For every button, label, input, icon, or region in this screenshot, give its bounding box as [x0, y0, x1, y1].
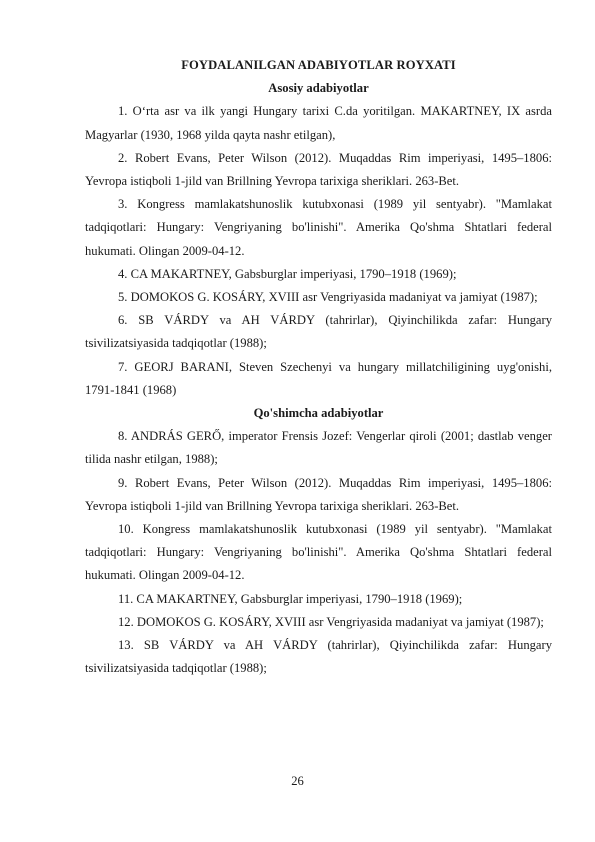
- bibliography-entry-10: 10. Kongress mamlakatshunoslik kutubxonasi (1989 yil sentyabr). "Mamlakat tadqiqotlari: Hungary: Vengriyaning bo'linishi". Amerika Qo'shma Shtatlari federal hukumati. Olingan 2009-04-12.: [85, 522, 552, 583]
- bibliography-entry-5: 5. DOMOKOS G. KOSÁRY, XVIII asr Vengriyasida madaniyat va jamiyat (1987);: [118, 290, 538, 305]
- bibliography-entry-12: 12. DOMOKOS G. KOSÁRY, XVIII asr Vengriyasida madaniyat va jamiyat (1987);: [118, 614, 544, 629]
- section-heading-main: Asosiy adabiyotlar: [268, 81, 369, 96]
- bibliography-entry-2: 2. Robert Evans, Peter Wilson (2012). Muqaddas Rim imperiyasi, 1495–1806: Yevropa istiqboli 1-jild van Brillning Yevropa tarixiga sheriklari. 263-Bet.: [85, 150, 552, 189]
- bibliography-entry-1: 1. O‘rta asr va ilk yangi Hungary tarixi C.da yoritilgan. MAKARTNEY, IX asrda Magyarlar (1930, 1968 yilda qayta nashr etilgan),: [85, 104, 552, 142]
- section-heading-additional: Qo'shimcha adabiyotlar: [253, 406, 384, 421]
- bibliography-entry-4: 4. CA MAKARTNEY, Gabsburglar imperiyasi, 1790–1918 (1969);: [118, 266, 457, 281]
- bibliography-entry-6: 6. SB VÁRDY va AH VÁRDY (tahrirlar), Qiyinchilikda zafar: Hungary tsivilizatsiyasida tadqiqotlar (1988);: [85, 313, 552, 351]
- page-number: 26: [291, 774, 304, 788]
- document-title: FOYDALANILGAN ADABIYOTLAR ROYXATI: [181, 58, 456, 72]
- bibliography-entry-3: 3. Kongress mamlakatshunoslik kutubxonasi (1989 yil sentyabr). "Mamlakat tadqiqotlari: Hungary: Vengriyaning bo'linishi". Amerika Qo'shma Shtatlari federal hukumati. Olingan 2009-04-12.: [85, 197, 552, 258]
- bibliography-entry-8: 8. ANDRÁS GERŐ, imperator Frensis Jozef: Vengerlar qiroli (2001; dastlab venger tilida nashr etilgan, 1988);: [85, 429, 552, 467]
- bibliography-entry-11: 11. CA MAKARTNEY, Gabsburglar imperiyasi, 1790–1918 (1969);: [118, 591, 463, 606]
- bibliography-entry-7: 7. GEORJ BARANI, Steven Szechenyi va hungary millatchiligining uyg'onishi, 1791-1841 (1968): [85, 359, 552, 397]
- bibliography-entry-9: 9. Robert Evans, Peter Wilson (2012). Muqaddas Rim imperiyasi, 1495–1806: Yevropa istiqboli 1-jild van Brillning Yevropa tarixiga sheriklari. 263-Bet.: [85, 475, 552, 513]
- document-page: [85, 54, 552, 680]
- bibliography-entry-13: 13. SB VÁRDY va AH VÁRDY (tahrirlar), Qiyinchilikda zafar: Hungary tsivilizatsiyasida tadqiqotlar (1988);: [85, 638, 552, 676]
